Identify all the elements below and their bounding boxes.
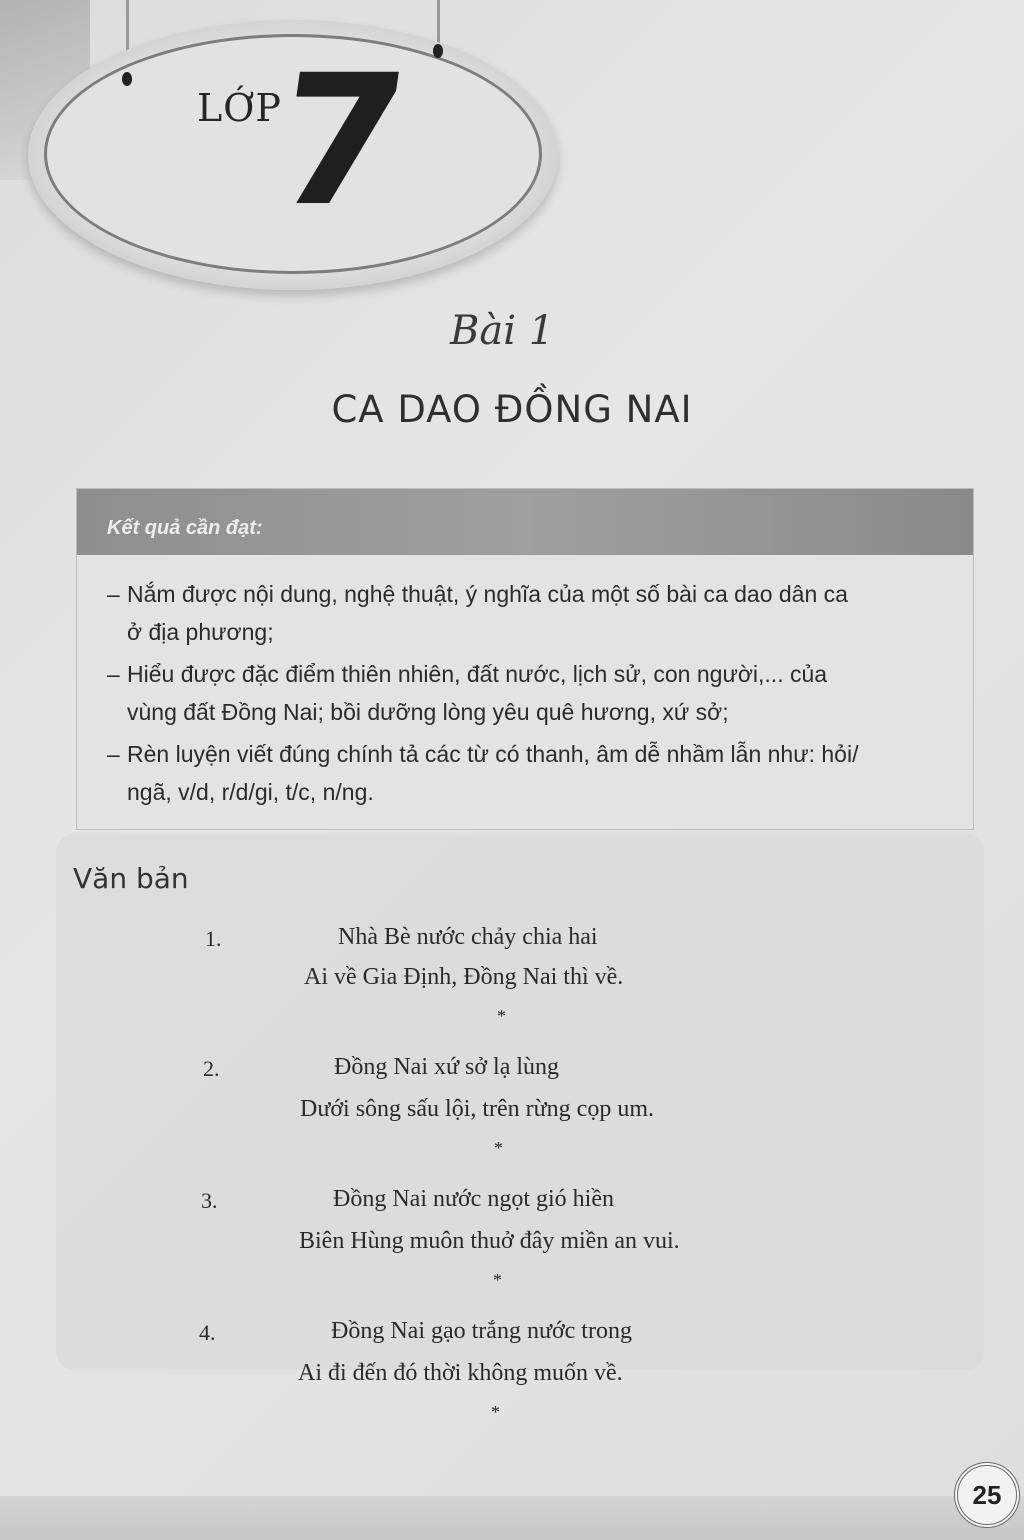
lesson-label: Bài 1 xyxy=(450,308,555,354)
poem-line: Đồng Nai nước ngọt gió hiền xyxy=(333,1186,614,1212)
lesson-title xyxy=(0,388,1024,431)
grade-number: 7 xyxy=(263,37,419,246)
poem-line: Ai đi đến đó thời không muốn về. xyxy=(298,1360,623,1386)
bottom-band xyxy=(0,1496,1024,1540)
poem-number: 1. xyxy=(205,926,222,951)
poem-line: Biên Hùng muôn thuở đây miền an vui. xyxy=(299,1228,680,1254)
outcome-text: Nắm được nội dung, nghệ thuật, ý nghĩa của một số bài ca dao dân ca xyxy=(127,581,848,607)
grade-label: LỚP xyxy=(197,86,282,130)
right-hook-icon xyxy=(433,44,443,58)
poem-number: 3. xyxy=(201,1188,218,1213)
poem-separator: * xyxy=(497,1006,506,1026)
outcomes-list xyxy=(107,575,955,815)
outcome-item: – Hiểu được đặc điểm thiên nhiên, đất nước, lịch sử, con người,... của vùng đất Đồng Nai; bồi dưỡng lòng yêu quê hương, xứ sở; xyxy=(107,655,955,731)
poem-line: Nhà Bè nước chảy chia hai xyxy=(338,924,598,950)
outcome-item: – Nắm được nội dung, nghệ thuật, ý nghĩa của một số bài ca dao dân ca ở địa phương; xyxy=(107,575,955,651)
poem-line: Ai về Gia Định, Đồng Nai thì về. xyxy=(304,964,624,990)
outcome-text: Hiểu được đặc điểm thiên nhiên, đất nước, lịch sử, con người,... của xyxy=(127,661,828,687)
outcomes-header xyxy=(77,489,973,555)
poem-number: 2. xyxy=(203,1056,220,1081)
lesson-title-text: CA DAO ĐỒNG NAI xyxy=(331,388,693,431)
outcomes-heading: Kết quả cần đạt: xyxy=(107,517,263,539)
page-number: 25 xyxy=(954,1462,1020,1528)
section-title: Văn bản xyxy=(73,862,189,895)
poem-line: Đồng Nai gạo trắng nước trong xyxy=(331,1318,632,1344)
outcome-text-cont: ngã, v/d, r/d/gi, t/c, n/ng. xyxy=(127,779,374,805)
poem-separator: * xyxy=(494,1138,503,1158)
outcome-text-cont: vùng đất Đồng Nai; bồi dưỡng lòng yêu quê hương, xứ sở; xyxy=(127,699,729,725)
poem-line: Dưới sông sấu lội, trên rừng cọp um. xyxy=(300,1096,654,1122)
outcome-text-cont: ở địa phương; xyxy=(127,619,274,645)
poem-line: Đồng Nai xứ sở lạ lùng xyxy=(334,1054,560,1080)
outcome-text: Rèn luyện viết đúng chính tả các từ có thanh, âm dễ nhầm lẫn như: hỏi/ xyxy=(127,741,859,767)
outcome-item: – Rèn luyện viết đúng chính tả các từ có thanh, âm dễ nhầm lẫn như: hỏi/ ngã, v/d, r/d/gi, t/c, n/ng. xyxy=(107,735,955,811)
outcomes-box xyxy=(76,488,974,830)
poem-separator: * xyxy=(491,1402,500,1422)
left-hook-icon xyxy=(122,72,132,86)
poem-number: 4. xyxy=(199,1320,216,1345)
poem-separator: * xyxy=(493,1270,502,1290)
